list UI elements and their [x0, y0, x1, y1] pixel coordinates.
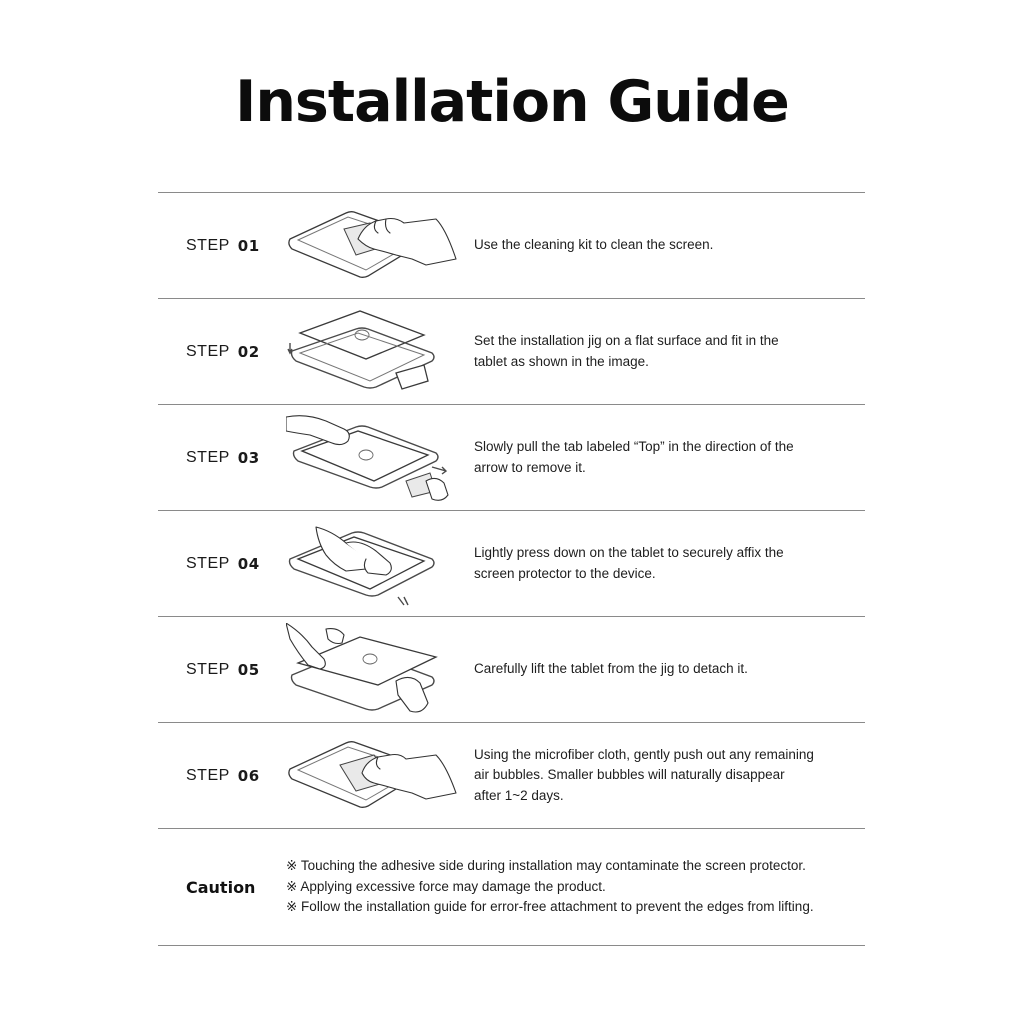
caution-note: ※ Follow the installation guide for error-free attachment to prevent the edges from lifting. — [286, 899, 814, 915]
step-number: 06 — [237, 766, 260, 785]
caution-note: ※ Touching the adhesive side during installation may contaminate the screen protector. — [286, 858, 806, 874]
step-number: 03 — [237, 448, 260, 467]
description-line: Lightly press down on the tablet to securely affix the — [474, 545, 784, 560]
description-line: Slowly pull the tab labeled “Top” in the direction of the — [474, 439, 794, 454]
step-label — [186, 511, 260, 616]
description-line: Set the installation jig on a flat surface and fit in the — [474, 333, 779, 348]
step-number: 01 — [237, 236, 260, 255]
description-line: after 1~2 days. — [474, 787, 564, 803]
step-description — [474, 299, 854, 404]
step-description — [474, 723, 854, 828]
lift-tablet-illustration — [286, 623, 461, 716]
description-line: Use the cleaning kit to clean the screen. — [474, 237, 714, 253]
step-word: STEP — [186, 660, 230, 678]
step-row — [158, 722, 865, 828]
step-number: 02 — [237, 342, 260, 361]
step-word: STEP — [186, 448, 230, 466]
caution-label: Caution — [186, 877, 256, 897]
bubble-removal-illustration — [286, 729, 461, 822]
step-label — [186, 723, 260, 828]
step-word: STEP — [186, 236, 230, 254]
step-word: STEP — [186, 342, 230, 360]
press-down-illustration — [286, 517, 461, 610]
step-label — [186, 193, 260, 298]
step-row — [158, 298, 865, 404]
step-label — [186, 405, 260, 510]
step-row — [158, 404, 865, 510]
description-line: Using the microfiber cloth, gently push out any remaining — [474, 746, 814, 762]
description-line: Carefully lift the tablet from the jig to detach it. — [474, 661, 748, 677]
step-word: STEP — [186, 766, 230, 784]
step-description — [474, 405, 854, 510]
step-number: 05 — [237, 660, 260, 679]
step-row — [158, 510, 865, 616]
caution-note: ※ Applying excessive force may damage the product. — [286, 878, 606, 894]
caution-row — [158, 828, 865, 946]
tablet-jig-fitting-illustration — [286, 305, 461, 398]
page-title: Installation Guide — [235, 69, 789, 135]
step-description — [474, 617, 854, 722]
step-description — [474, 511, 854, 616]
step-label — [186, 617, 260, 722]
step-number: 04 — [237, 554, 260, 573]
step-description — [474, 193, 854, 298]
description-line: screen protector to the device. — [474, 565, 656, 581]
description-line: air bubbles. Smaller bubbles will naturally disappear — [474, 767, 785, 783]
step-row — [158, 192, 865, 298]
step-word: STEP — [186, 554, 230, 572]
description-line: arrow to remove it. — [474, 459, 586, 475]
installation-steps — [158, 192, 865, 946]
step-row — [158, 616, 865, 722]
description-line: tablet as shown in the image. — [474, 353, 649, 369]
tab-pull-illustration — [286, 411, 461, 504]
tablet-cleaning-illustration — [286, 199, 461, 292]
step-label — [186, 299, 260, 404]
caution-notes — [286, 829, 866, 945]
